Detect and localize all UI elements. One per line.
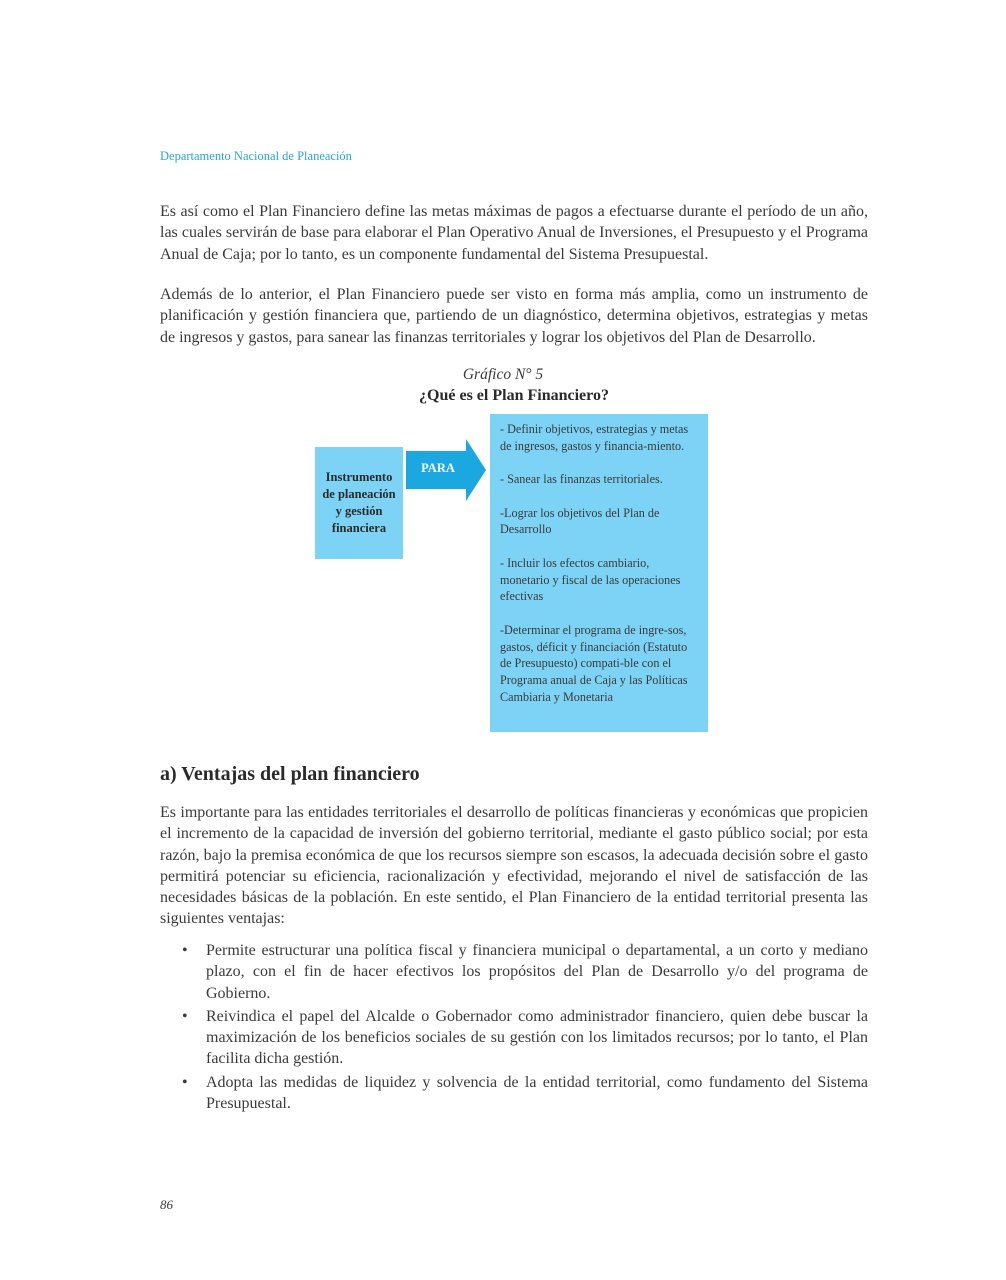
list-item [160,940,868,1004]
objective-item: - Definir objetivos, estrategias y metas de ingresos, gastos y financia-miento. [500,422,689,453]
intro-paragraph-1: Es así como el Plan Financiero define las metas máximas de pagos a efectuarse durante el período de un año, las cuales servirán de base para elaborar el Plan Operativo Anual de Inversiones, el Presupuesto y el Programa Anual de Caja; por lo tanto, es un componente fundamental del Sistema Presupuestal. [160,203,868,263]
list-item [160,1072,868,1115]
figure-number: Gráfico N° 5 [462,366,544,383]
bullet-icon: • [182,1007,188,1025]
arrow-label: PARA [421,461,455,475]
objective-item: -Lograr los objetivos del Plan de Desarrollo [500,505,660,537]
bullet-icon: • [182,942,188,959]
bullet-icon: • [182,1073,188,1091]
objective-item: -Determinar el programa de ingre-sos, gastos, déficit y financiación (Estatuto de Presupuesto) compati-ble con el Programa anual de Caja y las Políticas Cambiaria y Monetaria [500,622,688,704]
running-header: Departamento Nacional de Planeación [160,149,352,163]
section-heading: a) Ventajas del plan financiero [160,763,420,785]
figure-title: ¿Qué es el Plan Financiero? [419,387,609,404]
objective-item: - Incluir los efectos cambiario, monetario y fiscal de las operaciones efectivas [500,555,681,604]
objectives-box [490,414,708,732]
list-item-text: Permite estructurar una política fiscal y financiera municipal o departamental, a un corto y mediano plazo, con el fin de hacer efectivos los propósitos del Plan de Desarrollo y/o del programa de Gobierno. [206,942,868,1002]
intro-paragraph-2: Además de lo anterior, el Plan Financiero puede ser visto en forma más amplia, como un instrumento de planificación y gestión financiera que, partiendo de un diagnóstico, determina objetivos, estrategias y metas de ingresos y gastos, para sanear las finanzas territoriales y lograr los objetivos del Plan de Desarrollo. [160,286,868,346]
list-item-text: Reivindica el papel del Alcalde o Gobernador como administrador financiero, quien debe buscar la maximización de los beneficios sociales de su gestión con los limitados recursos; por lo tanto, el Plan facilita dicha gestión. [206,1007,868,1068]
page-number: 86 [160,1197,173,1212]
list-item [160,1006,868,1070]
instrument-box-label: Instrumento de planeación y gestión financiera [322,470,396,535]
objective-item: - Sanear las finanzas territoriales. [500,472,663,487]
list-item-text: Adopta las medidas de liquidez y solvencia de la entidad territorial, como fundamento del Sistema Presupuestal. [206,1073,868,1113]
section-paragraph: Es importante para las entidades territoriales el desarrollo de políticas financieras y económicas que propicien el incremento de la capacidad de inversión del gobierno territorial, mediante el gasto público social; por esta razón, bajo la premisa económica de que los recursos siempre son escasos, la adecuada decisión sobre el gasto permitirá potenciar su eficiencia, racionalización y efectividad, mejorando el nivel de satisfacción de las necesidades básicas de la población. En este sentido, el Plan Financiero de la entidad territorial presenta las siguientes ventajas: [160,804,868,928]
instrument-box [315,447,403,559]
advantages-list [160,940,868,1116]
